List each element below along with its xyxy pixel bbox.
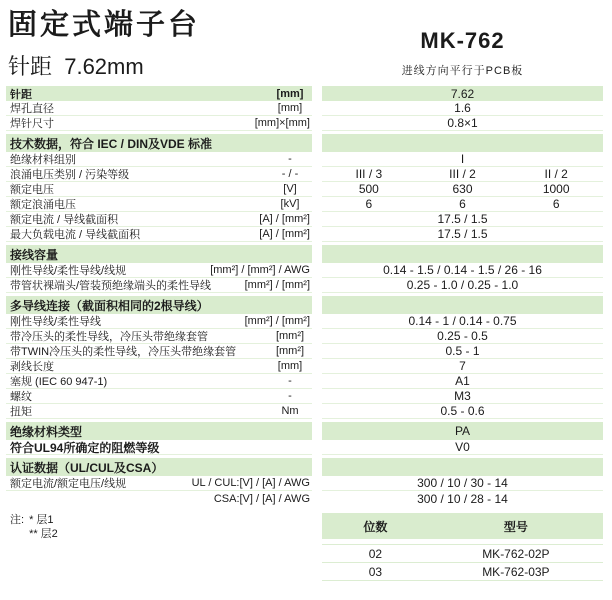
row-value: 0.8×1 <box>447 116 478 130</box>
spec-row-twin-crimped-sleeve <box>6 344 603 359</box>
row-unit: - / - <box>281 168 299 180</box>
footnote <box>6 513 58 581</box>
spec-row-ferrule-wire <box>6 278 603 293</box>
section-header-connection-capacity <box>6 245 603 263</box>
row-unit: [V] <box>283 183 297 195</box>
row-label: 剥线长度 <box>10 361 54 373</box>
row-value-col3: 6 <box>552 197 560 211</box>
row-value-col2: III / 2 <box>449 167 476 181</box>
spec-row-rated-current <box>6 212 603 227</box>
row-value: 0.14 - 1.5 / 0.14 - 1.5 / 26 - 16 <box>383 263 542 277</box>
spec-row-solid-flexible <box>6 314 603 329</box>
row-unit: [kV] <box>280 198 300 210</box>
row-unit: [mm] <box>276 87 304 100</box>
model-positions: 03 <box>368 564 383 579</box>
model-positions: 02 <box>368 546 383 561</box>
row-value-col1: III / 3 <box>355 167 383 181</box>
row-value-col2: 630 <box>452 182 473 196</box>
spec-row-crimped-sleeve <box>6 329 603 344</box>
spec-row-rated-surge-voltage <box>6 197 603 212</box>
section-header-technical-data <box>6 134 603 152</box>
section-title: 技术数据，符合 IEC / DIN及VDE 标准 <box>10 136 213 151</box>
spec-row-thread <box>6 389 603 404</box>
row-value: M3 <box>454 389 471 403</box>
row-label: 螺纹 <box>10 391 32 403</box>
row-label: 塞规 (IEC 60 947-1) <box>10 376 108 388</box>
row-value: 300 / 10 / 30 - 14 <box>417 476 508 490</box>
row-unit: [mm²] / [mm²] <box>244 315 310 327</box>
row-value-col2: 6 <box>459 197 466 211</box>
row-label: 针距 <box>10 88 32 101</box>
models-header-positions: 位数 <box>363 519 388 534</box>
row-value-col1: 6 <box>365 197 373 211</box>
row-value: PA <box>454 424 471 438</box>
spec-row-csa-rating <box>6 491 603 506</box>
row-label: 焊针尺寸 <box>10 118 54 130</box>
row-unit: [mm²] <box>275 345 305 357</box>
row-label: 最大负载电流 / 导线截面积 <box>10 229 141 241</box>
models-header-part-no: 型号 <box>503 519 528 534</box>
row-label: 符合UL94所确定的阻燃等级 <box>10 440 160 455</box>
row-unit: [mm²] / [mm²] / AWG <box>210 264 310 276</box>
section-title: 认证数据（UL/CUL及CSA） <box>10 460 164 475</box>
row-unit: [mm²] <box>275 330 305 342</box>
model-row <box>322 544 603 563</box>
row-label: 刚性导线/柔性导线 <box>10 316 102 328</box>
spec-row-rated-voltage <box>6 182 603 197</box>
model-row <box>322 563 603 581</box>
row-value: 1.6 <box>454 101 471 115</box>
spec-row-solid-flexible-awg <box>6 263 603 278</box>
model-part-no: MK-762-02P <box>482 546 550 561</box>
row-label: 刚性导线/柔性导线/线规 <box>10 265 127 277</box>
row-unit: [A] / [mm²] <box>259 213 310 225</box>
spec-row-torque <box>6 404 603 419</box>
spec-row-surge-category <box>6 167 603 182</box>
row-label: 带管状裸端头/管装预绝缘端头的柔性导线 <box>10 280 212 292</box>
row-unit: [mm²] / [mm²] <box>244 279 310 291</box>
row-unit: UL / CUL:[V] / [A] / AWG <box>191 477 310 489</box>
row-value: I <box>460 152 465 166</box>
section-title: 多导线连接（截面积相同的2根导线） <box>10 298 209 313</box>
row-label: 扭矩 <box>10 406 32 418</box>
model-part-no: MK-762-03P <box>482 564 550 579</box>
row-value: V0 <box>455 440 470 454</box>
section-header-multi-conductor <box>6 296 603 314</box>
row-value: 17.5 / 1.5 <box>437 227 488 241</box>
row-value-col1: 500 <box>358 182 379 196</box>
footnote-line1: * 层1 <box>29 514 54 526</box>
row-value: A1 <box>455 374 470 388</box>
section-title: 绝缘材料类型 <box>10 424 83 439</box>
spec-row-ul-cul-rating <box>6 476 603 491</box>
spec-row-insulation-group <box>6 152 603 167</box>
spec-table <box>6 86 603 506</box>
spec-row-pitch <box>6 86 603 101</box>
row-value-col3: II / 2 <box>544 167 568 181</box>
row-value: 7 <box>459 359 466 373</box>
row-value: 7.62 <box>450 86 475 101</box>
row-label: 额定电压 <box>10 184 54 196</box>
model-number: MK-762 <box>420 28 505 53</box>
row-label: 焊孔直径 <box>10 103 54 115</box>
page-title: 固定式端子台 <box>8 9 201 41</box>
footnote-line2: ** 层2 <box>29 528 58 540</box>
row-label: 绝缘材料组别 <box>10 154 76 166</box>
pitch-subtitle: 针距 7.62mm <box>8 54 144 79</box>
model-orientation-note: 进线方向平行于PCB板 <box>401 65 524 77</box>
row-unit: - <box>288 390 292 402</box>
row-value: 0.14 - 1 / 0.14 - 0.75 <box>408 314 517 328</box>
row-unit: - <box>288 153 292 165</box>
row-label: 额定浪涌电压 <box>10 199 76 211</box>
row-label: 浪涌电压类别 / 污染等级 <box>10 169 130 181</box>
model-block <box>322 28 603 78</box>
row-value: 17.5 / 1.5 <box>437 212 488 226</box>
row-label: 额定电流/额定电压/线规 <box>10 478 127 490</box>
models-table <box>322 513 603 581</box>
footer <box>6 513 603 581</box>
footnote-prefix: 注: <box>10 514 25 526</box>
row-label: 带冷压头的柔性导线，冷压头带绝缘套管 <box>10 331 208 343</box>
row-value: 0.5 - 0.6 <box>440 404 485 418</box>
row-label: 带TWIN冷压头的柔性导线，冷压头带绝缘套管 <box>10 346 237 358</box>
row-unit: [mm] <box>277 360 303 372</box>
section-title: 接线容量 <box>10 247 59 262</box>
row-label: 额定电流 / 导线截面积 <box>10 214 119 226</box>
spec-row-gauge <box>6 374 603 389</box>
row-unit: Nm <box>281 405 299 417</box>
row-unit: - <box>288 375 292 387</box>
spec-row-strip-length <box>6 359 603 374</box>
row-value: 0.25 - 0.5 <box>437 329 488 343</box>
row-value: 300 / 10 / 28 - 14 <box>417 491 508 506</box>
spec-row-solder-hole <box>6 101 603 116</box>
row-unit: [mm]×[mm] <box>254 117 310 129</box>
section-header-certification <box>6 458 603 476</box>
row-value: 0.5 - 1 <box>445 344 480 358</box>
row-unit: CSA:[V] / [A] / AWG <box>213 492 310 505</box>
page-header <box>0 0 612 86</box>
spec-row-pin-size <box>6 116 603 131</box>
row-unit: [A] / [mm²] <box>259 228 310 240</box>
section-header-insulation-material <box>6 422 603 440</box>
row-unit: [mm] <box>277 102 303 114</box>
row-value: 0.25 - 1.0 / 0.25 - 1.0 <box>406 278 519 292</box>
models-table-header <box>322 513 603 539</box>
row-value-col3: 1000 <box>542 182 570 196</box>
spec-row-max-load-current <box>6 227 603 242</box>
spec-row-ul94-rating <box>6 440 603 455</box>
